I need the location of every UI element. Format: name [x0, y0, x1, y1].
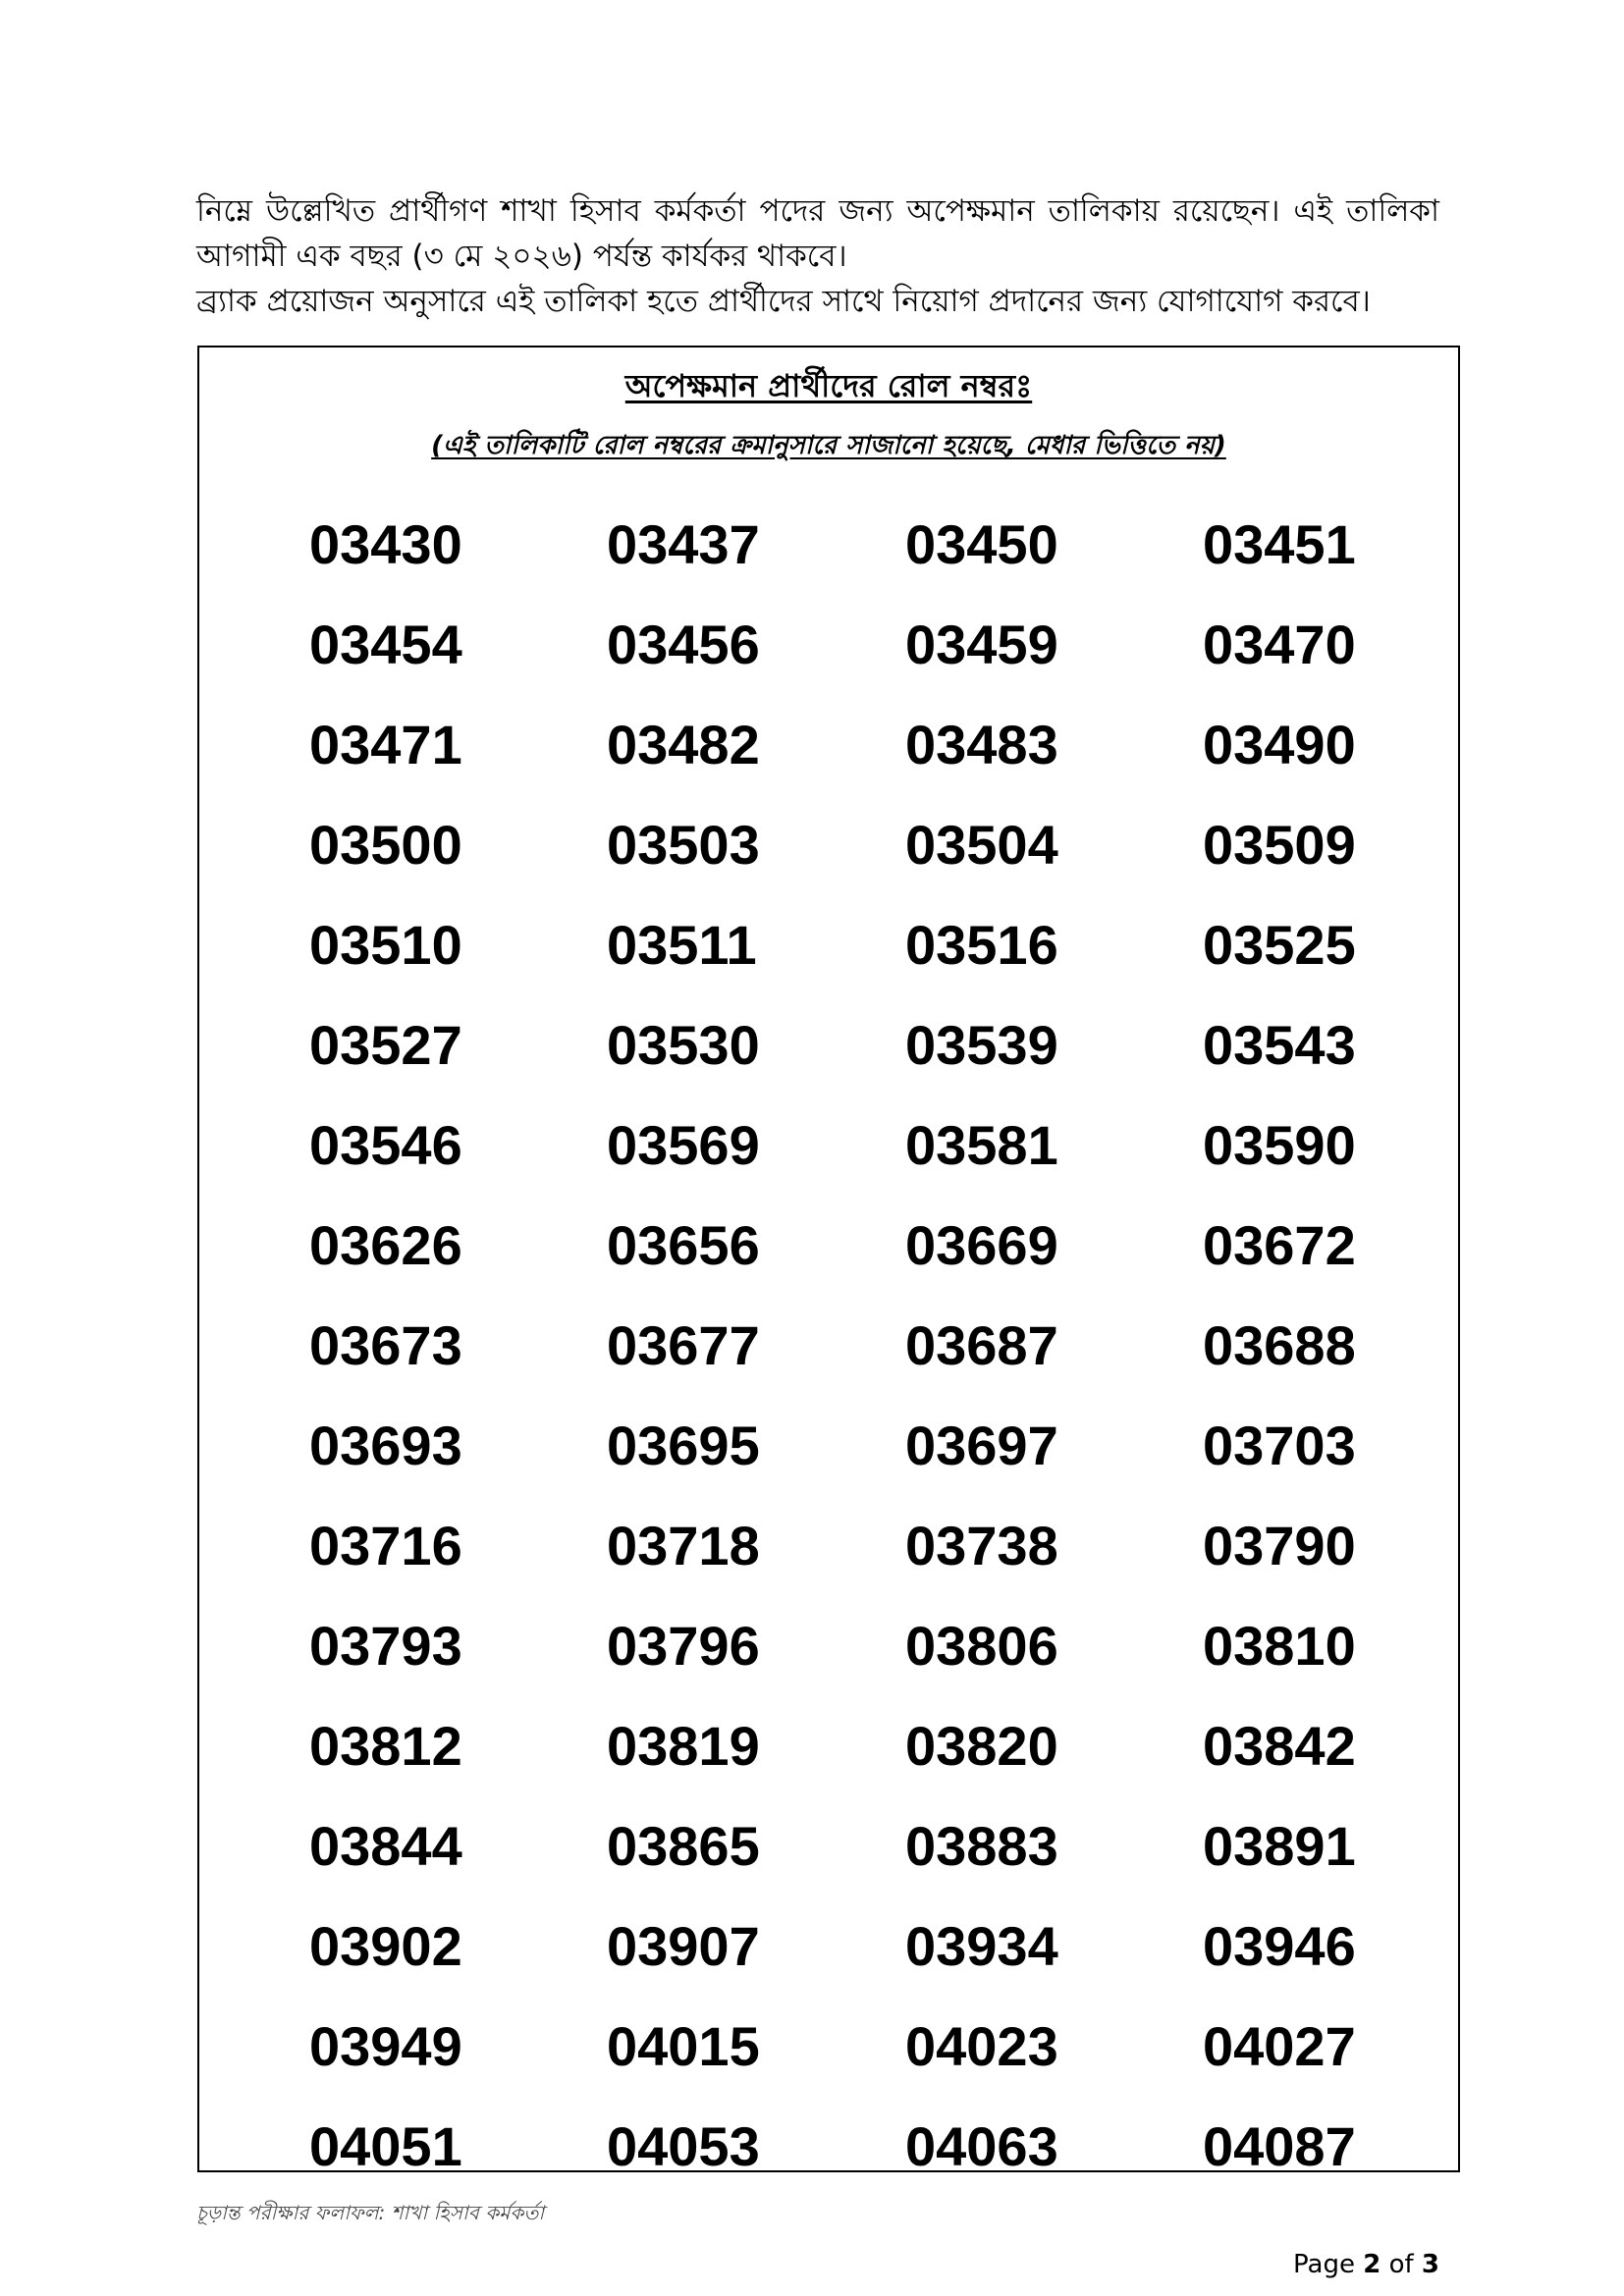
waiting-list-box: [197, 346, 1460, 2177]
roll-number: 03470: [1203, 614, 1356, 675]
roll-number: 03687: [905, 1314, 1058, 1376]
page-number: [1293, 2250, 1439, 2279]
intro-paragraph-2: ব্র্যাক প্রয়োজন অনুসারে এই তালিকা হতে প্রার্থীদের সাথে নিয়োগ প্রদানের জন্য যোগাযোগ করবে।: [196, 284, 1371, 319]
roll-number: 03454: [309, 614, 462, 675]
roll-number: 03525: [1203, 914, 1356, 976]
roll-number: 03437: [607, 513, 760, 575]
roll-number: 04027: [1203, 2015, 1356, 2077]
roll-number: 03482: [607, 714, 760, 775]
roll-number: 03450: [905, 513, 1058, 575]
roll-number: 03738: [905, 1515, 1058, 1576]
list-subtitle-text: (এই তালিকাটি রোল নম্বরের ক্রমানুসারে সাজানো হয়েছে, মেধার ভিত্তিতে নয়): [431, 431, 1226, 460]
roll-number: 03673: [309, 1314, 462, 1376]
roll-row: [199, 1296, 1458, 1396]
roll-number: 03490: [1203, 714, 1356, 775]
roll-number: 03543: [1203, 1014, 1356, 1076]
roll-number: 03672: [1203, 1214, 1356, 1276]
roll-number: 03693: [309, 1415, 462, 1476]
roll-row: [199, 495, 1458, 595]
roll-number: 03483: [905, 714, 1058, 775]
roll-number: 03590: [1203, 1114, 1356, 1176]
roll-number: 03793: [309, 1615, 462, 1677]
list-title-text: অপেক্ষমান প্রার্থীদের রোল নম্বরঃ: [624, 367, 1033, 404]
roll-number: 03934: [905, 1915, 1058, 1977]
roll-row: [199, 1796, 1458, 1896]
roll-number: 03626: [309, 1214, 462, 1276]
roll-number: 03842: [1203, 1715, 1356, 1777]
roll-row: [199, 1896, 1458, 1997]
list-subtitle: [199, 426, 1458, 465]
roll-number: 03688: [1203, 1314, 1356, 1376]
roll-number: 03946: [1203, 1915, 1356, 1977]
roll-number: 03581: [905, 1114, 1058, 1176]
roll-number: 03891: [1203, 1815, 1356, 1877]
roll-row: [199, 1396, 1458, 1496]
page-total: 3: [1421, 2250, 1439, 2279]
roll-number: 03695: [607, 1415, 760, 1476]
roll-row: [199, 695, 1458, 795]
roll-row: [199, 595, 1458, 695]
roll-number: 03510: [309, 914, 462, 976]
roll-row: [199, 2097, 1458, 2197]
roll-number: 04087: [1203, 2115, 1356, 2177]
roll-number: 03451: [1203, 513, 1356, 575]
roll-number: 03697: [905, 1415, 1058, 1476]
roll-number: 03703: [1203, 1415, 1356, 1476]
roll-number: 03509: [1203, 814, 1356, 876]
roll-row: [199, 1997, 1458, 2097]
intro-text: [196, 188, 1439, 324]
roll-row: [199, 1496, 1458, 1596]
roll-number: 04023: [905, 2015, 1058, 2077]
roll-number: 04063: [905, 2115, 1058, 2177]
roll-number: 03844: [309, 1815, 462, 1877]
footer-document-title: চূড়ান্ত পরীক্ষার ফলাফল: শাখা হিসাব কর্মকর্তা: [196, 2201, 545, 2224]
roll-number: 03516: [905, 914, 1058, 976]
roll-number: 03511: [607, 914, 757, 976]
roll-row: [199, 1596, 1458, 1696]
roll-number: 03865: [607, 1815, 760, 1877]
roll-number-grid: [199, 495, 1458, 2197]
roll-number: 03546: [309, 1114, 462, 1176]
roll-number: 03500: [309, 814, 462, 876]
roll-number: 04015: [607, 2015, 760, 2077]
roll-number: 04053: [607, 2115, 760, 2177]
roll-number: 03790: [1203, 1515, 1356, 1576]
list-title: [199, 361, 1458, 410]
roll-number: 03718: [607, 1515, 760, 1576]
roll-row: [199, 795, 1458, 895]
roll-number: 03883: [905, 1815, 1058, 1877]
roll-number: 03530: [607, 1014, 760, 1076]
roll-number: 03430: [309, 513, 462, 575]
roll-row: [199, 1196, 1458, 1296]
page-current: 2: [1363, 2250, 1381, 2279]
roll-number: 03569: [607, 1114, 760, 1176]
roll-number: 03527: [309, 1014, 462, 1076]
intro-paragraph-1: নিম্নে উল্লেখিত প্রার্থীগণ শাখা হিসাব কর্মকর্তা পদের জন্য অপেক্ষমান তালিকায় রয়েছেন। এই তালিকা আগামী এক বছর (৩ মে ২০২৬) পর্যন্ত কার্যকর থাকবে।: [196, 193, 1439, 274]
roll-number: 03677: [607, 1314, 760, 1376]
roll-number: 03796: [607, 1615, 760, 1677]
page-of: of: [1388, 2250, 1414, 2279]
roll-row: [199, 1696, 1458, 1796]
roll-number: 03539: [905, 1014, 1058, 1076]
roll-row: [199, 895, 1458, 995]
roll-number: 03656: [607, 1214, 760, 1276]
roll-number: 03716: [309, 1515, 462, 1576]
roll-number: 03503: [607, 814, 760, 876]
roll-number: 03459: [905, 614, 1058, 675]
roll-number: 03456: [607, 614, 760, 675]
roll-number: 04051: [309, 2115, 462, 2177]
roll-number: 03907: [607, 1915, 760, 1977]
roll-number: 03949: [309, 2015, 462, 2077]
roll-number: 03669: [905, 1214, 1058, 1276]
roll-number: 03810: [1203, 1615, 1356, 1677]
page-label: Page: [1293, 2250, 1355, 2279]
roll-number: 03812: [309, 1715, 462, 1777]
roll-row: [199, 995, 1458, 1095]
roll-number: 03504: [905, 814, 1058, 876]
roll-number: 03806: [905, 1615, 1058, 1677]
roll-number: 03820: [905, 1715, 1058, 1777]
roll-row: [199, 1095, 1458, 1196]
roll-number: 03471: [309, 714, 462, 775]
roll-number: 03902: [309, 1915, 462, 1977]
roll-number: 03819: [607, 1715, 760, 1777]
